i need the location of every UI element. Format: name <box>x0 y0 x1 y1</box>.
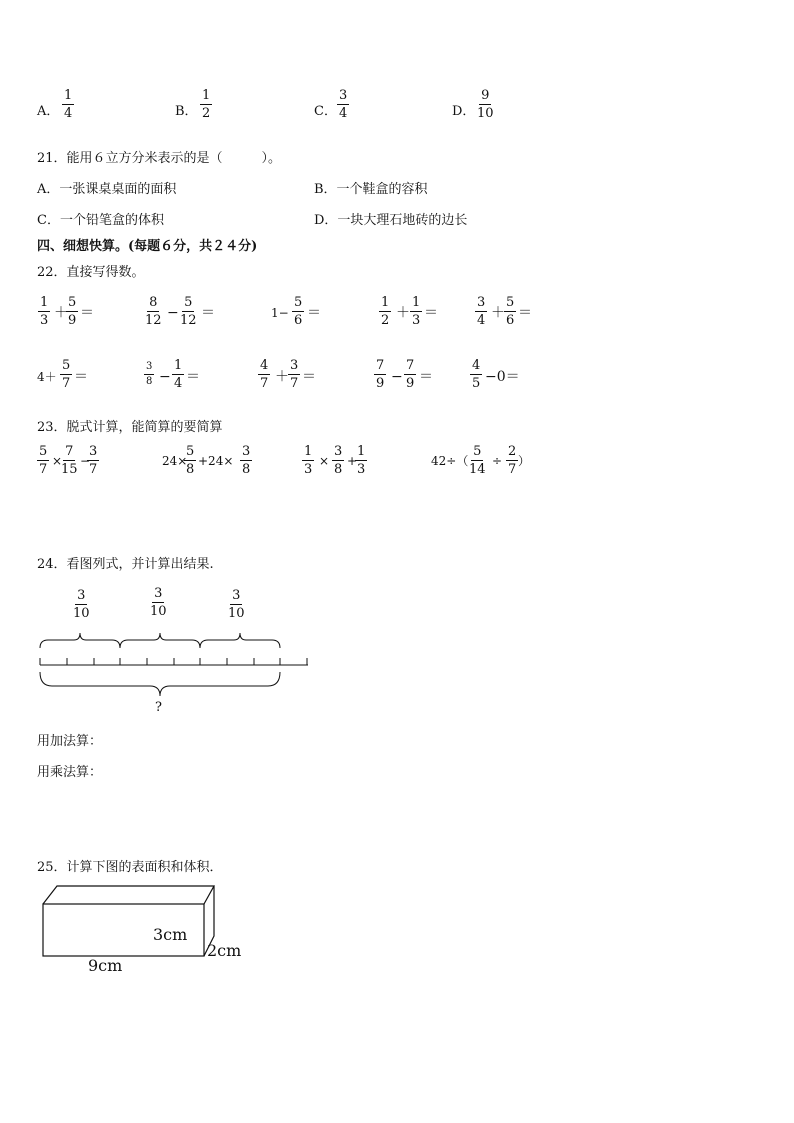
q22-r1-e5-b: $\frac{5}{6}$ <box>506 295 515 328</box>
q22-r1-e5-a: $\frac{3}{4}$ <box>477 295 486 328</box>
q23-e1-op1: × <box>52 454 63 468</box>
q23-e1-f1: $\frac{5}{7}$ <box>39 444 48 477</box>
q22-r2-e2-b: $\frac{1}{4}$ <box>174 358 183 391</box>
q22-r2-e4-a: $\frac{7}{9}$ <box>376 358 385 391</box>
q23-stem: 23．脱式计算，能简算的要简算 <box>37 420 223 435</box>
q22-r2-e3-op: ＋ <box>275 369 289 385</box>
q21-option-b: B．一个鞋盒的容积 <box>314 182 428 197</box>
q22-r2-e4-b: $\frac{7}{9}$ <box>406 358 415 391</box>
q22-r1-e4-eq: ＝ <box>424 305 438 321</box>
q23-e4-tail: ） <box>518 454 531 468</box>
q22-r1-e1-b: $\frac{5}{9}$ <box>68 295 77 328</box>
q23-e4-f2: $\frac{2}{7}$ <box>508 444 517 477</box>
q22-r1-e5-op: ＋ <box>491 305 505 321</box>
q23-e1-f2: $\frac{7}{15}$ <box>61 444 78 477</box>
q22-r1-e1-eq: ＝ <box>80 305 94 321</box>
q25-length-label: 9cm <box>88 956 123 975</box>
q23-e2-mid: +24× <box>198 454 234 468</box>
q22-r2-e3-b: $\frac{3}{7}$ <box>290 358 299 391</box>
top-brace-2 <box>120 633 200 648</box>
q22-r1-e3-lead: 1− <box>271 306 289 320</box>
q22-r1-e1-op: ＋ <box>54 305 68 321</box>
q22-r1-e2-a: $\frac{8}{12}$ <box>145 295 162 328</box>
cuboid-top-face <box>43 886 214 904</box>
q22-r1-e3-b: $\frac{5}{6}$ <box>294 295 303 328</box>
q21-stem: 21．能用６立方分米表示的是（ ）。 <box>37 151 282 166</box>
q22-r1-e4-a: $\frac{1}{2}$ <box>381 295 390 328</box>
q24-segment-label-3: $\frac{3}{10}$ <box>228 588 245 621</box>
q23-e1-op2: − <box>80 454 91 468</box>
q24-segment-label-2: $\frac{3}{10}$ <box>150 586 167 619</box>
q22-r1-e2-eq: ＝ <box>201 305 215 321</box>
q23-e2-f1: $\frac{5}{8}$ <box>186 444 195 477</box>
q20-option-d-label: D． <box>452 104 476 119</box>
q23-e3-op2: + <box>347 454 358 468</box>
q22-r2-e2-eq: ＝ <box>186 369 200 385</box>
q20-option-a-fraction: $\frac{1}{4}$ <box>64 88 73 121</box>
q22-r2-e1-b: $\frac{5}{7}$ <box>62 358 71 391</box>
q20-option-b-label: B． <box>175 104 198 119</box>
q23-e3-f3: $\frac{1}{3}$ <box>357 444 366 477</box>
q22-r1-e2-op: − <box>167 305 179 321</box>
q22-r1-e4-op: ＋ <box>396 305 410 321</box>
q22-r2-e4-eq: ＝ <box>419 369 433 385</box>
top-brace-1 <box>40 633 120 648</box>
q21-option-a: A．一张课桌桌面的面积 <box>37 182 177 197</box>
q20-option-a-label: A． <box>37 104 60 119</box>
q25-height-label: 3cm <box>153 925 188 944</box>
q23-e3-op1: × <box>319 454 330 468</box>
q22-stem: 22．直接写得数。 <box>37 265 145 280</box>
q23-e4-f1: $\frac{5}{14}$ <box>469 444 486 477</box>
q22-r1-e3-eq: ＝ <box>307 305 321 321</box>
q22-r2-e5-tail: −0＝ <box>485 369 520 385</box>
q22-r2-e1-eq: ＝ <box>74 369 88 385</box>
q22-r2-e3-a: $\frac{4}{7}$ <box>260 358 269 391</box>
q22-r1-e4-b: $\frac{1}{3}$ <box>412 295 421 328</box>
q20-option-b-fraction: $\frac{1}{2}$ <box>202 88 211 121</box>
q22-r1-e1-a: $\frac{1}{3}$ <box>40 295 49 328</box>
q23-e3-f2: $\frac{3}{8}$ <box>334 444 343 477</box>
q21-option-d: D．一块大理石地砖的边长 <box>314 213 468 228</box>
q24-number-line-diagram <box>0 620 330 700</box>
q23-e3-f1: $\frac{1}{3}$ <box>304 444 313 477</box>
q22-r2-e2-op: − <box>159 369 171 385</box>
top-brace-3 <box>200 633 280 648</box>
q24-stem: 24．看图列式，并计算出结果. <box>37 557 214 572</box>
q22-r2-e5-a: $\frac{4}{5}$ <box>472 358 481 391</box>
q24-segment-label-1: $\frac{3}{10}$ <box>73 588 90 621</box>
q20-option-c-label: C． <box>314 104 337 119</box>
q23-e2-f2: $\frac{3}{8}$ <box>242 444 251 477</box>
q23-e4-lead: 42÷（ <box>431 454 469 468</box>
q25-width-label: 2cm <box>207 941 242 960</box>
q22-r1-e2-b: $\frac{5}{12}$ <box>180 295 197 328</box>
q25-stem: 25．计算下图的表面积和体积． <box>37 860 223 875</box>
q23-e1-f3: $\frac{3}{7}$ <box>89 444 98 477</box>
q20-option-d-fraction: $\frac{9}{10}$ <box>477 88 494 121</box>
q22-r2-e2-a: $\frac{3}{8}$ <box>146 361 153 387</box>
q20-option-c-fraction: $\frac{3}{4}$ <box>339 88 348 121</box>
q22-r2-e4-op: − <box>391 369 403 385</box>
bottom-brace <box>40 672 280 696</box>
q22-r2-e3-eq: ＝ <box>302 369 316 385</box>
q22-r2-e1-lead: 4＋ <box>37 370 57 384</box>
q24-multiplication-label: 用乘法算： <box>37 765 103 780</box>
q24-question-mark: ? <box>155 700 162 715</box>
q21-option-c: C．一个铅笔盒的体积 <box>37 213 164 228</box>
q23-e4-op1: ÷ <box>492 454 503 468</box>
q24-addition-label: 用加法算： <box>37 734 103 749</box>
q22-r1-e5-eq: ＝ <box>518 305 532 321</box>
q23-e2-lead: 24× <box>162 454 188 468</box>
section-4-heading: 四、细想快算。(每题６分，共２４分) <box>37 239 258 254</box>
